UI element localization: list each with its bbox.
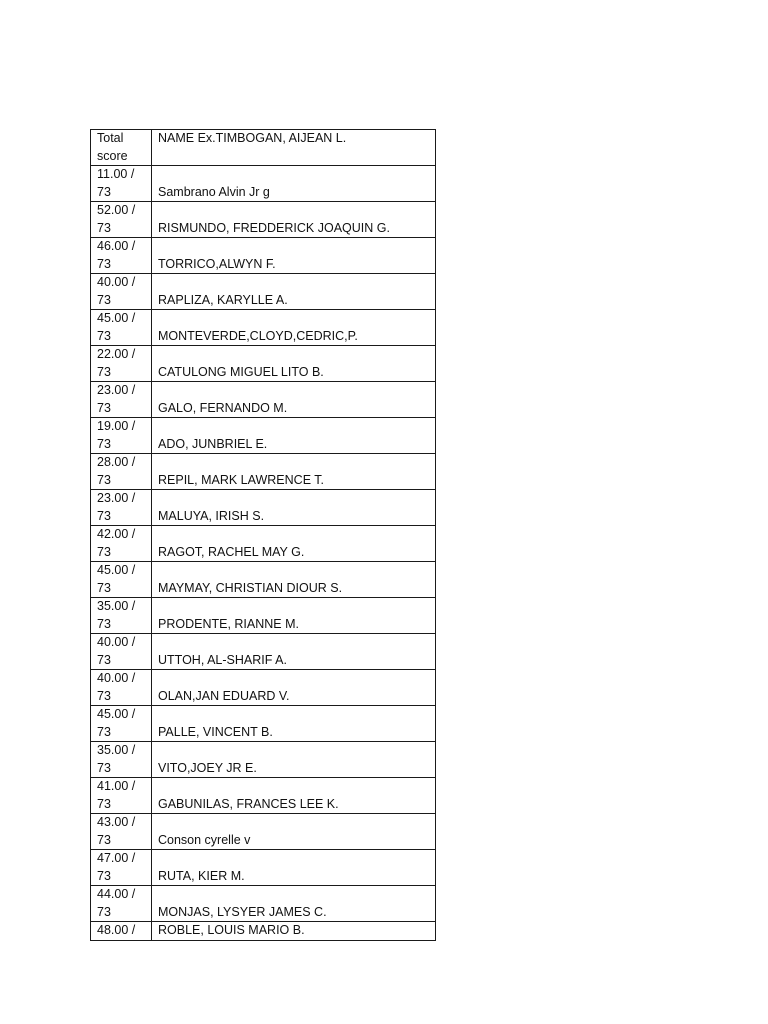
student-name: Sambrano Alvin Jr g	[158, 184, 270, 199]
student-name: RAPLIZA, KARYLLE A.	[158, 292, 288, 307]
score-total: 73	[97, 400, 111, 415]
score-cell	[91, 778, 152, 814]
student-name: VITO,JOEY JR E.	[158, 760, 257, 775]
name-cell	[152, 382, 436, 418]
student-name: GALO, FERNANDO M.	[158, 400, 288, 415]
name-cell	[152, 310, 436, 346]
score-value: 46.00 /	[97, 239, 136, 253]
table-row	[91, 490, 436, 526]
score-value: 23.00 /	[97, 491, 136, 505]
student-name: CATULONG MIGUEL LITO B.	[158, 364, 324, 379]
score-table	[90, 129, 436, 941]
name-cell	[152, 490, 436, 526]
table-row	[91, 634, 436, 670]
student-name: MONJAS, LYSYER JAMES C.	[158, 904, 327, 919]
score-table-body	[91, 130, 436, 941]
student-name: PALLE, VINCENT B.	[158, 724, 273, 739]
table-row	[91, 814, 436, 850]
table-row	[91, 382, 436, 418]
score-cell	[91, 706, 152, 742]
name-cell	[152, 418, 436, 454]
score-cell	[91, 238, 152, 274]
score-value: 41.00 /	[97, 779, 136, 793]
score-total: 73	[97, 652, 111, 667]
score-total: 73	[97, 904, 111, 919]
student-name: ROBLE, LOUIS MARIO B.	[158, 923, 305, 937]
score-total: 73	[97, 724, 111, 739]
score-cell	[91, 274, 152, 310]
table-header-row	[91, 130, 436, 166]
score-total: 73	[97, 832, 111, 847]
score-total: 73	[97, 616, 111, 631]
table-row	[91, 418, 436, 454]
name-cell	[152, 562, 436, 598]
table-row	[91, 706, 436, 742]
score-value: 43.00 /	[97, 815, 136, 829]
score-total: 73	[97, 328, 111, 343]
name-cell	[152, 274, 436, 310]
score-total: 73	[97, 688, 111, 703]
score-total: 73	[97, 508, 111, 523]
header-name-label: NAME Ex.TIMBOGAN, AIJEAN L.	[158, 131, 347, 145]
score-value: 52.00 /	[97, 203, 136, 217]
score-value: 42.00 /	[97, 527, 136, 541]
score-cell	[91, 634, 152, 670]
table-row	[91, 562, 436, 598]
name-cell	[152, 742, 436, 778]
table-row	[91, 922, 436, 941]
score-cell	[91, 598, 152, 634]
score-cell	[91, 346, 152, 382]
student-name: RUTA, KIER M.	[158, 868, 245, 883]
name-cell	[152, 598, 436, 634]
student-name: ADO, JUNBRIEL E.	[158, 436, 268, 451]
score-value: 11.00 /	[97, 167, 135, 181]
score-total: 73	[97, 184, 111, 199]
student-name: UTTOH, AL-SHARIF A.	[158, 652, 287, 667]
name-cell	[152, 670, 436, 706]
score-value: 19.00 /	[97, 419, 136, 433]
name-cell	[152, 166, 436, 202]
score-value: 40.00 /	[97, 671, 136, 685]
header-score-line1: Total	[97, 131, 124, 145]
score-total: 73	[97, 436, 111, 451]
score-value: 48.00 /	[97, 923, 136, 937]
score-value: 35.00 /	[97, 743, 136, 757]
score-cell	[91, 202, 152, 238]
name-cell	[152, 526, 436, 562]
student-name: Conson cyrelle v	[158, 832, 251, 847]
score-cell	[91, 742, 152, 778]
header-name-cell	[152, 130, 436, 166]
student-name: MAYMAY, CHRISTIAN DIOUR S.	[158, 580, 343, 595]
score-value: 35.00 /	[97, 599, 136, 613]
score-cell	[91, 526, 152, 562]
table-row	[91, 454, 436, 490]
score-value: 45.00 /	[97, 707, 136, 721]
score-value: 28.00 /	[97, 455, 136, 469]
table-row	[91, 850, 436, 886]
score-value: 44.00 /	[97, 887, 136, 901]
name-cell	[152, 778, 436, 814]
table-row	[91, 778, 436, 814]
score-total: 73	[97, 796, 111, 811]
score-value: 40.00 /	[97, 635, 136, 649]
student-name: MONTEVERDE,CLOYD,CEDRIC,P.	[158, 328, 358, 343]
score-cell	[91, 454, 152, 490]
name-cell	[152, 886, 436, 922]
score-value: 45.00 /	[97, 311, 136, 325]
table-row	[91, 310, 436, 346]
table-row	[91, 202, 436, 238]
name-cell	[152, 238, 436, 274]
student-name: GABUNILAS, FRANCES LEE K.	[158, 796, 339, 811]
name-cell	[152, 922, 436, 941]
student-name: REPIL, MARK LAWRENCE T.	[158, 472, 325, 487]
name-cell	[152, 346, 436, 382]
table-row	[91, 886, 436, 922]
table-row	[91, 274, 436, 310]
score-value: 47.00 /	[97, 851, 136, 865]
score-total: 73	[97, 364, 111, 379]
name-cell	[152, 706, 436, 742]
score-total: 73	[97, 472, 111, 487]
score-value: 45.00 /	[97, 563, 136, 577]
table-row	[91, 166, 436, 202]
score-total: 73	[97, 292, 111, 307]
header-score-line2: score	[97, 148, 128, 163]
score-cell	[91, 886, 152, 922]
score-cell	[91, 166, 152, 202]
table-row	[91, 346, 436, 382]
table-row	[91, 526, 436, 562]
score-cell	[91, 310, 152, 346]
student-name: OLAN,JAN EDUARD V.	[158, 688, 290, 703]
score-total: 73	[97, 220, 111, 235]
score-value: 40.00 /	[97, 275, 136, 289]
table-row	[91, 742, 436, 778]
score-cell	[91, 382, 152, 418]
score-value: 23.00 /	[97, 383, 136, 397]
score-total: 73	[97, 544, 111, 559]
name-cell	[152, 634, 436, 670]
table-row	[91, 670, 436, 706]
name-cell	[152, 202, 436, 238]
table-row	[91, 598, 436, 634]
name-cell	[152, 814, 436, 850]
score-cell	[91, 670, 152, 706]
score-total: 73	[97, 760, 111, 775]
score-cell	[91, 490, 152, 526]
student-name: RAGOT, RACHEL MAY G.	[158, 544, 305, 559]
score-total: 73	[97, 868, 111, 883]
student-name: TORRICO,ALWYN F.	[158, 256, 276, 271]
name-cell	[152, 454, 436, 490]
student-name: RISMUNDO, FREDDERICK JOAQUIN G.	[158, 220, 390, 235]
score-cell	[91, 562, 152, 598]
table-row	[91, 238, 436, 274]
score-total: 73	[97, 580, 111, 595]
name-cell	[152, 850, 436, 886]
student-name: MALUYA, IRISH S.	[158, 508, 265, 523]
score-cell	[91, 850, 152, 886]
score-cell	[91, 418, 152, 454]
header-score-cell	[91, 130, 152, 166]
score-total: 73	[97, 256, 111, 271]
student-name: PRODENTE, RIANNE M.	[158, 616, 299, 631]
score-cell	[91, 814, 152, 850]
score-value: 22.00 /	[97, 347, 136, 361]
score-cell	[91, 922, 152, 941]
